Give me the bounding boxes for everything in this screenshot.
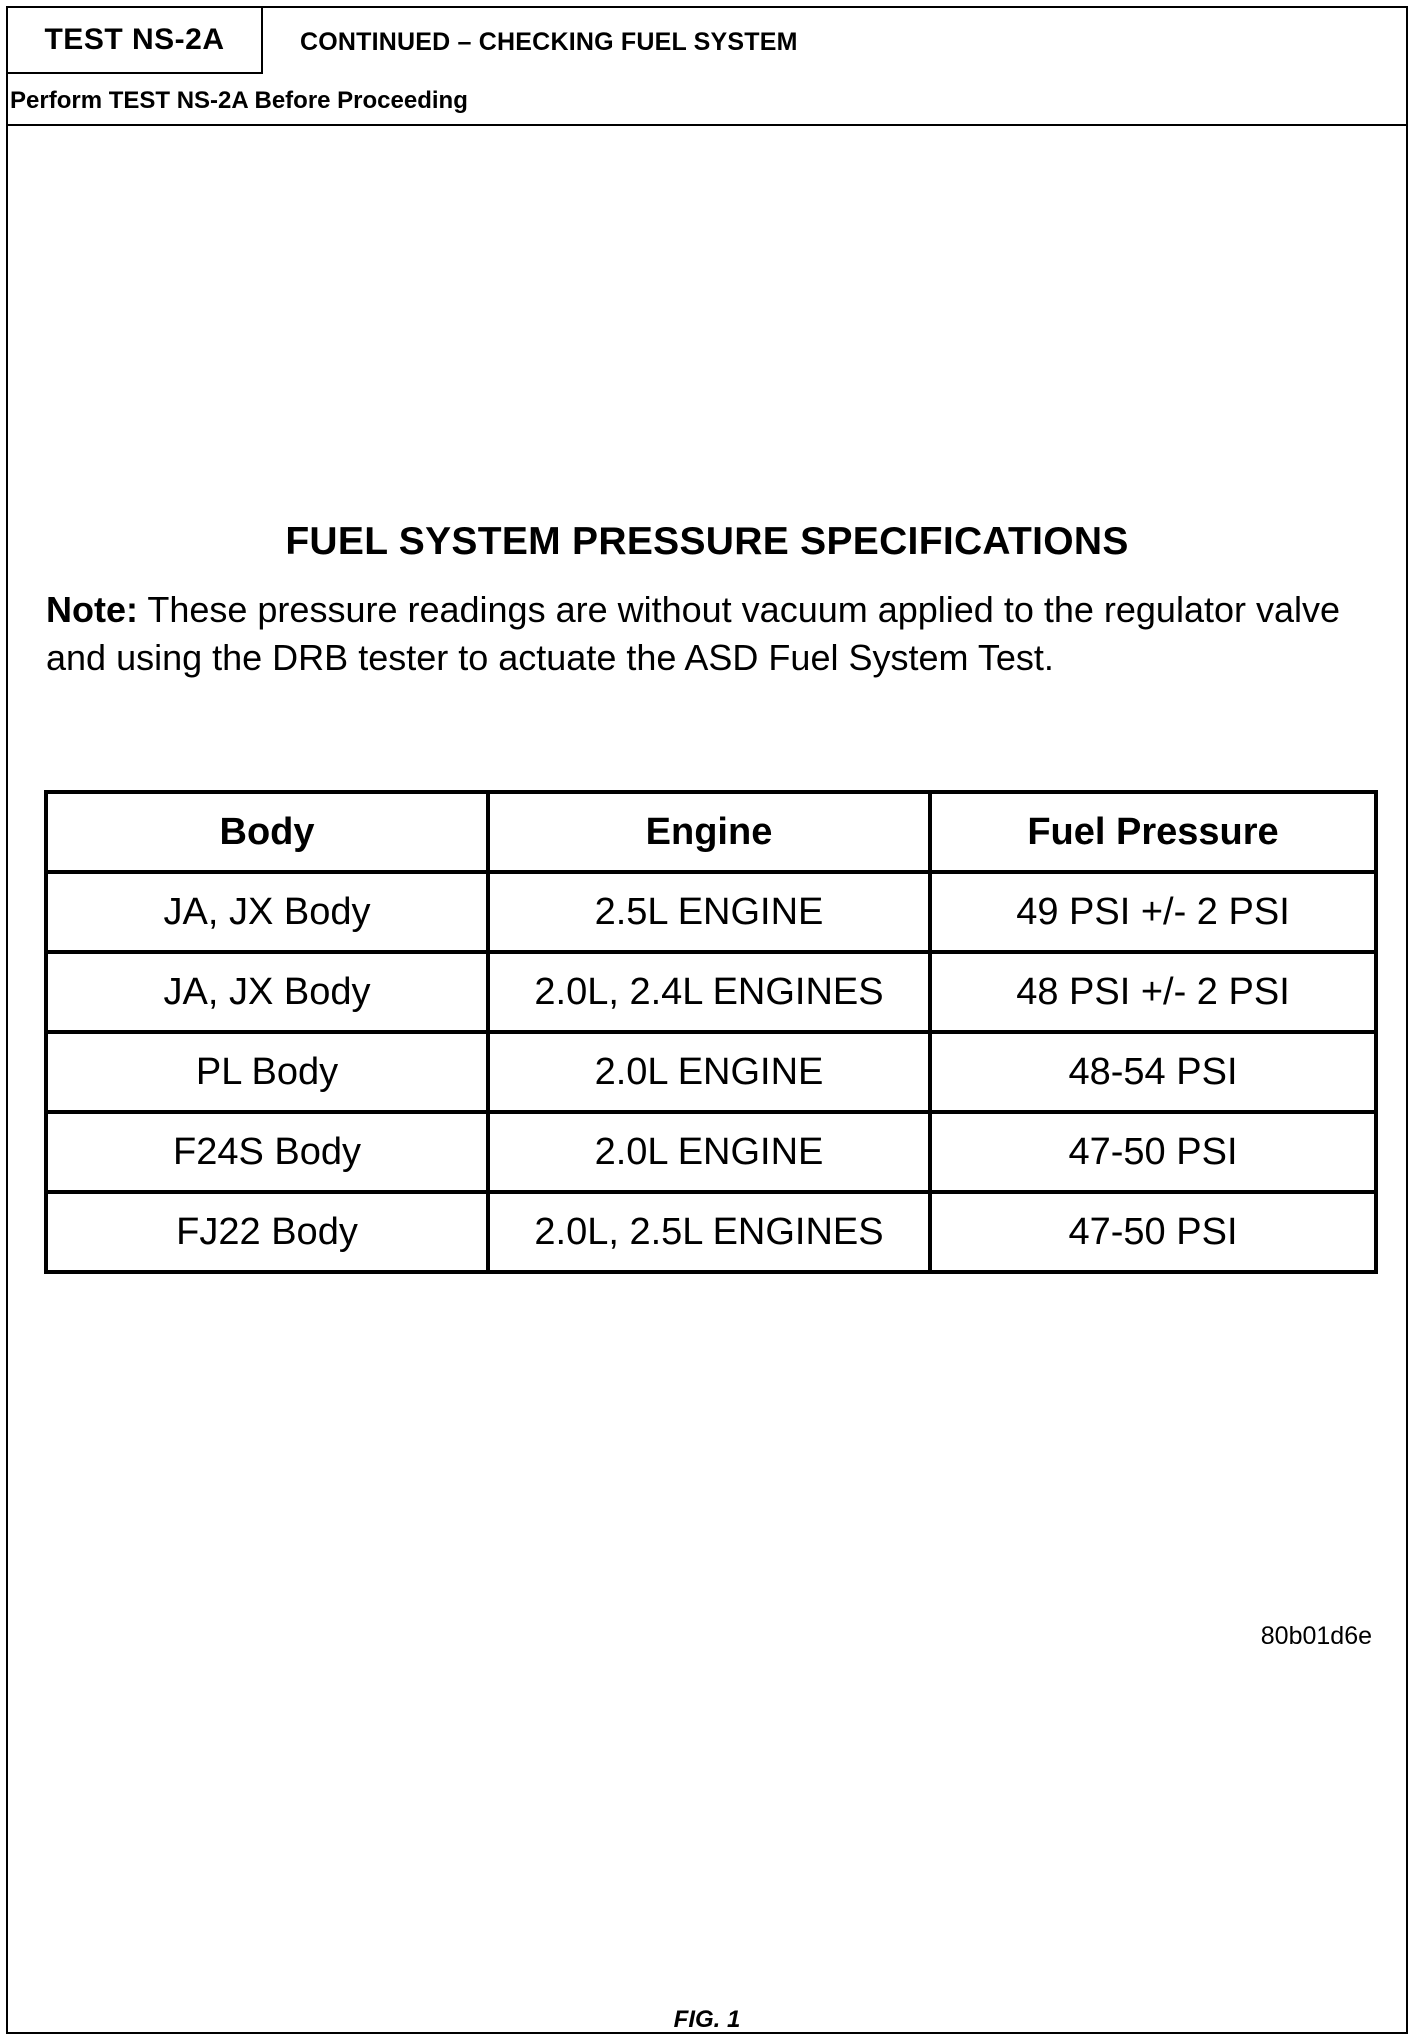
cell-fuel-pressure: 49 PSI +/- 2 PSI (930, 872, 1376, 952)
header (8, 8, 1406, 74)
cell-fuel-pressure: 47-50 PSI (930, 1192, 1376, 1272)
figure-caption: FIG. 1 (673, 2006, 741, 2033)
cell-engine: 2.0L ENGINE (488, 1112, 930, 1192)
subheader-text: Perform TEST NS-2A Before Proceeding (10, 87, 468, 114)
image-code: 80b01d6e (1260, 1622, 1372, 1650)
cell-engine: 2.0L ENGINE (488, 1032, 930, 1112)
table-header-row (46, 792, 1376, 872)
note (46, 586, 1346, 682)
cell-fuel-pressure: 48-54 PSI (930, 1032, 1376, 1112)
table-row (46, 952, 1376, 1032)
cell-engine: 2.5L ENGINE (488, 872, 930, 952)
document-frame (6, 6, 1408, 2034)
cell-fuel-pressure: 47-50 PSI (930, 1112, 1376, 1192)
note-text: These pressure readings are without vacuum applied to the regulator valve and using the DRB tester to actuate the ASD Fuel System Test. (46, 589, 1341, 678)
cell-engine: 2.0L, 2.5L ENGINES (488, 1192, 930, 1272)
test-id: TEST NS-2A (8, 8, 263, 74)
header-title: CONTINUED – CHECKING FUEL SYSTEM (300, 28, 798, 56)
cell-body: PL Body (46, 1032, 488, 1112)
cell-fuel-pressure: 48 PSI +/- 2 PSI (930, 952, 1376, 1032)
table-row (46, 1112, 1376, 1192)
column-header-engine: Engine (488, 792, 930, 872)
subheader (8, 74, 1406, 126)
column-header-fuel-pressure: Fuel Pressure (930, 792, 1376, 872)
cell-body: F24S Body (46, 1112, 488, 1192)
fuel-pressure-table (44, 790, 1378, 1274)
cell-body: JA, JX Body (46, 872, 488, 952)
table-row (46, 1032, 1376, 1112)
column-header-body: Body (46, 792, 488, 872)
cell-body: FJ22 Body (46, 1192, 488, 1272)
note-label: Note: (46, 589, 138, 630)
section-title: FUEL SYSTEM PRESSURE SPECIFICATIONS (285, 520, 1129, 563)
cell-body: JA, JX Body (46, 952, 488, 1032)
table-row (46, 872, 1376, 952)
cell-engine: 2.0L, 2.4L ENGINES (488, 952, 930, 1032)
table-row (46, 1192, 1376, 1272)
